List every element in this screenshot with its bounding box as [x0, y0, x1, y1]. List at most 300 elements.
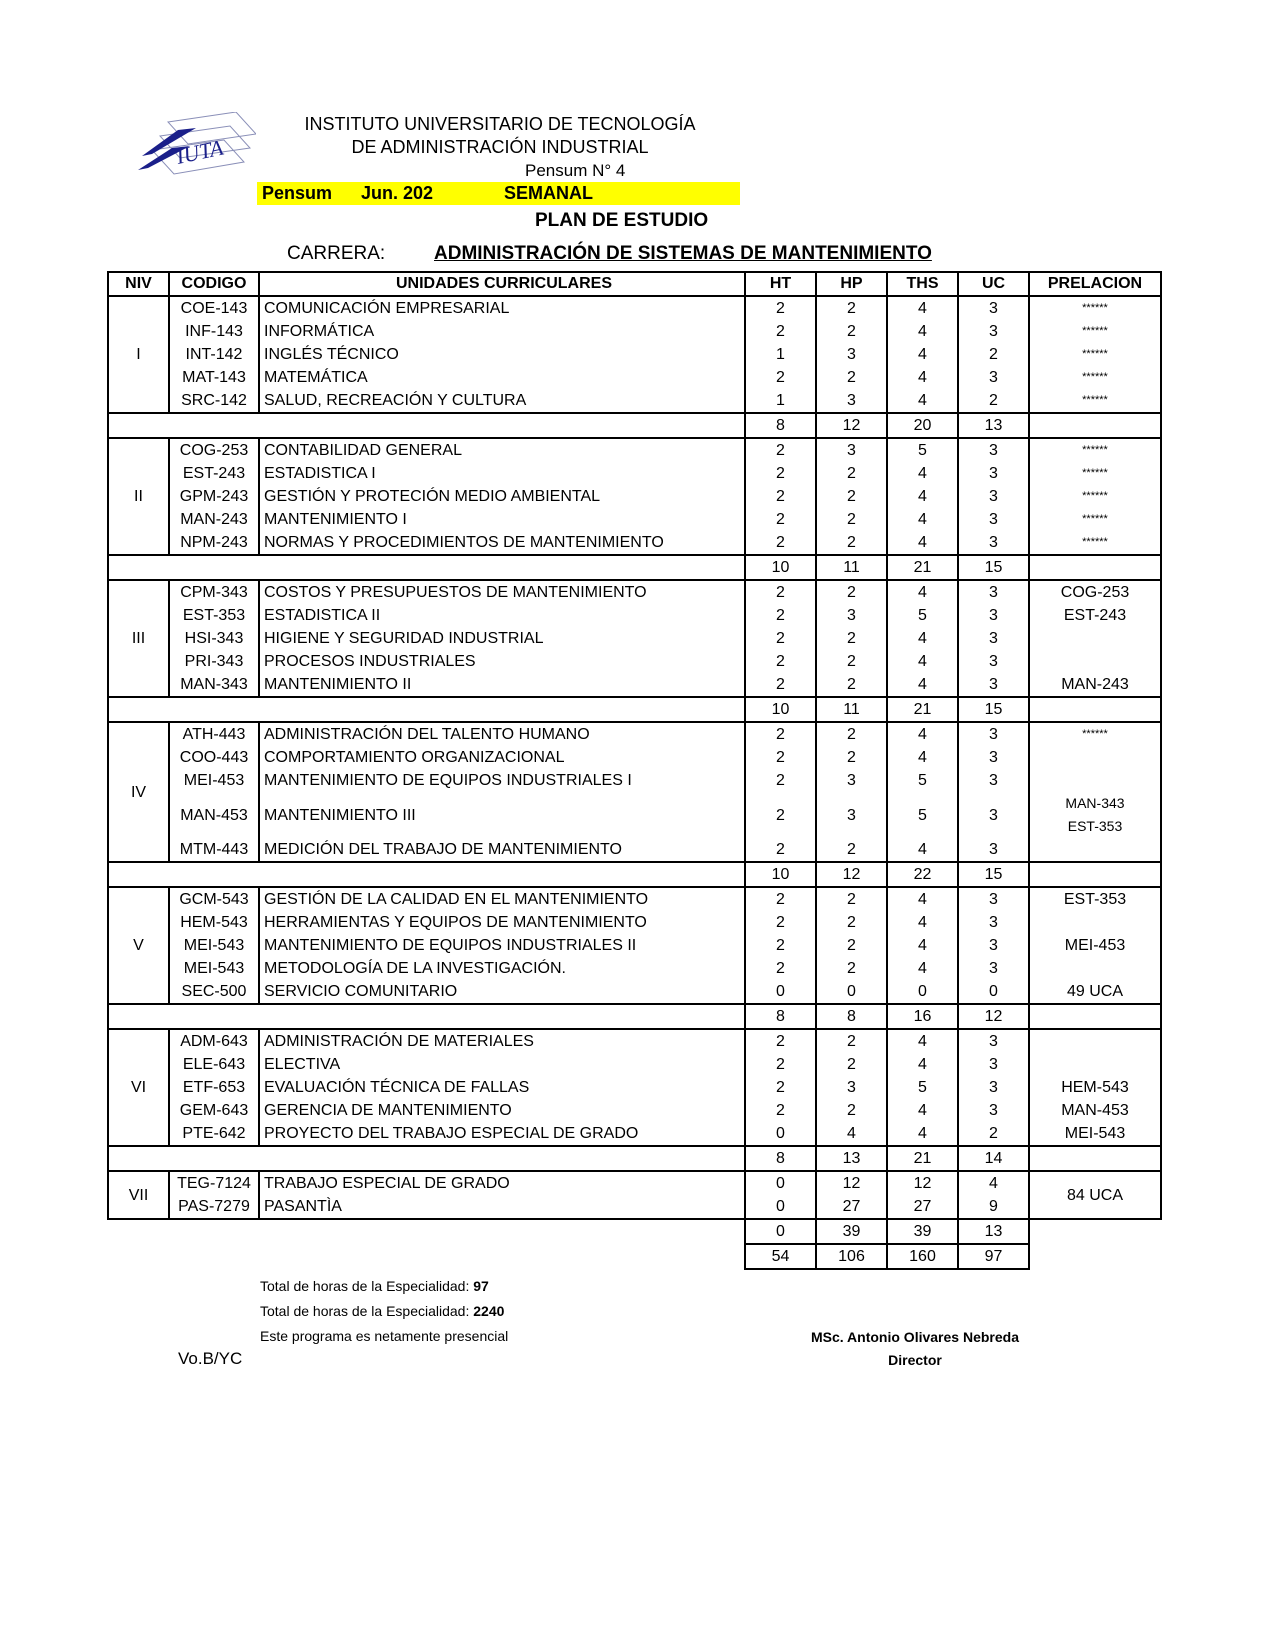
uc-value: 3 — [958, 1076, 1029, 1099]
ht-value: 0 — [745, 1122, 816, 1146]
grand-total-row — [108, 1244, 1161, 1269]
prelacion-value: ****** — [1029, 343, 1161, 366]
banner-date: Jun. 202 — [361, 183, 434, 203]
ht-value: 2 — [745, 934, 816, 957]
course-code: MAN-453 — [169, 792, 259, 838]
subtotal-ht: 0 — [745, 1219, 816, 1244]
course-name: MANTENIMIENTO II — [259, 673, 745, 697]
uc-value: 3 — [958, 911, 1029, 934]
course-code: MAN-243 — [169, 508, 259, 531]
uc-value: 3 — [958, 627, 1029, 650]
hp-value: 2 — [816, 673, 887, 697]
hp-value: 3 — [816, 1076, 887, 1099]
subtotal-prelacion-blank — [1029, 862, 1161, 887]
hp-value: 2 — [816, 911, 887, 934]
uc-value: 3 — [958, 792, 1029, 838]
table-row — [108, 650, 1161, 673]
prelacion-value — [1029, 650, 1161, 673]
hp-value: 0 — [816, 980, 887, 1004]
ht-value: 0 — [745, 980, 816, 1004]
ths-value: 4 — [887, 627, 958, 650]
subtotal-ths: 39 — [887, 1219, 958, 1244]
course-name: SERVICIO COMUNITARIO — [259, 980, 745, 1004]
course-code: COE-143 — [169, 296, 259, 320]
col-prelacion: PRELACION — [1029, 272, 1161, 296]
subtotal-blank — [108, 862, 745, 887]
course-code: MAT-143 — [169, 366, 259, 389]
subtotal-uc: 15 — [958, 862, 1029, 887]
course-code: MEI-543 — [169, 934, 259, 957]
subtotal-uc: 13 — [958, 413, 1029, 438]
ths-value: 4 — [887, 1099, 958, 1122]
col-ht: HT — [745, 272, 816, 296]
course-name: HIGIENE Y SEGURIDAD INDUSTRIAL — [259, 627, 745, 650]
prelacion-value: MEI-453 — [1029, 934, 1161, 957]
subtotal-ht: 10 — [745, 862, 816, 887]
col-ths: THS — [887, 272, 958, 296]
prelacion-value — [1029, 627, 1161, 650]
prelacion-line-2: EST-353 — [1067, 818, 1123, 834]
level-cell: II — [108, 438, 169, 555]
course-name: INGLÉS TÉCNICO — [259, 343, 745, 366]
carrera-label: CARRERA: — [287, 243, 386, 264]
course-code: HEM-543 — [169, 911, 259, 934]
course-name: MEDICIÓN DEL TRABAJO DE MANTENIMIENTO — [259, 838, 745, 862]
hp-value: 2 — [816, 462, 887, 485]
ht-value: 2 — [745, 1076, 816, 1099]
subtotal-ht: 8 — [745, 413, 816, 438]
ht-value: 2 — [745, 320, 816, 343]
subtotal-row — [108, 1004, 1161, 1029]
hp-value: 3 — [816, 343, 887, 366]
hp-value: 2 — [816, 957, 887, 980]
ht-value: 2 — [745, 627, 816, 650]
ht-value: 2 — [745, 838, 816, 862]
subtotal-blank — [108, 1146, 745, 1171]
total-uc-value: 97 — [473, 1278, 489, 1294]
subtotal-ht: 8 — [745, 1004, 816, 1029]
course-name: ELECTIVA — [259, 1053, 745, 1076]
table-row — [108, 792, 1161, 838]
col-unidades: UNIDADES CURRICULARES — [259, 272, 745, 296]
ths-value: 4 — [887, 722, 958, 746]
ths-value: 4 — [887, 887, 958, 911]
ths-value: 5 — [887, 1076, 958, 1099]
course-name: MANTENIMIENTO DE EQUIPOS INDUSTRIALES I — [259, 769, 745, 792]
prelacion-value: HEM-543 — [1029, 1076, 1161, 1099]
prelacion-value: ****** — [1029, 722, 1161, 746]
prelacion-value — [1029, 1029, 1161, 1053]
institute-name-line2: DE ADMINISTRACIÓN INDUSTRIAL — [351, 137, 649, 157]
uc-value: 3 — [958, 722, 1029, 746]
ht-value: 2 — [745, 296, 816, 320]
course-name: ADMINISTRACIÓN DE MATERIALES — [259, 1029, 745, 1053]
course-name: MANTENIMIENTO DE EQUIPOS INDUSTRIALES II — [259, 934, 745, 957]
table-row — [108, 769, 1161, 792]
hp-value: 3 — [816, 389, 887, 413]
table-row — [108, 1053, 1161, 1076]
ths-value: 4 — [887, 320, 958, 343]
course-name: HERRAMIENTAS Y EQUIPOS DE MANTENIMIENTO — [259, 911, 745, 934]
uc-value: 0 — [958, 980, 1029, 1004]
course-code: INF-143 — [169, 320, 259, 343]
prelacion-value — [1029, 911, 1161, 934]
table-row — [108, 1076, 1161, 1099]
ths-value: 4 — [887, 296, 958, 320]
course-name: MATEMÁTICA — [259, 366, 745, 389]
subtotal-ths: 22 — [887, 862, 958, 887]
level-cell: V — [108, 887, 169, 1004]
course-name: EVALUACIÓN TÉCNICA DE FALLAS — [259, 1076, 745, 1099]
hp-value: 2 — [816, 887, 887, 911]
subtotal-row — [108, 1146, 1161, 1171]
prelacion-value: ****** — [1029, 462, 1161, 485]
subtotal-uc: 14 — [958, 1146, 1029, 1171]
course-code: CPM-343 — [169, 580, 259, 604]
subtotal-row — [108, 697, 1161, 722]
subtotal-ths: 21 — [887, 555, 958, 580]
pensum-banner — [257, 182, 740, 205]
hp-value: 2 — [816, 838, 887, 862]
prelacion-value — [1029, 1053, 1161, 1076]
ths-value: 5 — [887, 604, 958, 627]
grand-total-hp: 106 — [816, 1244, 887, 1269]
subtotal-prelacion-blank — [1029, 1004, 1161, 1029]
subtotal-prelacion-blank — [1029, 1146, 1161, 1171]
ths-value: 5 — [887, 792, 958, 838]
prelacion-value: ****** — [1029, 531, 1161, 555]
presencial-note: Este programa es netamente presencial — [260, 1328, 509, 1344]
hp-value: 2 — [816, 508, 887, 531]
uc-value: 3 — [958, 580, 1029, 604]
total-hours-label: Total de horas de la Especialidad: — [260, 1303, 470, 1319]
course-code: PTE-642 — [169, 1122, 259, 1146]
prelacion-value: EST-243 — [1029, 604, 1161, 627]
course-code: MEI-543 — [169, 957, 259, 980]
total-hours-line — [260, 1303, 504, 1319]
table-row — [108, 366, 1161, 389]
ht-value: 2 — [745, 887, 816, 911]
course-code: COG-253 — [169, 438, 259, 462]
subtotal-row — [108, 555, 1161, 580]
subtotal-uc: 15 — [958, 555, 1029, 580]
hp-value: 12 — [816, 1171, 887, 1195]
course-name: SALUD, RECREACIÓN Y CULTURA — [259, 389, 745, 413]
prelacion-value: ****** — [1029, 438, 1161, 462]
hp-value: 3 — [816, 604, 887, 627]
course-name: MANTENIMIENTO III — [259, 792, 745, 838]
ths-value: 4 — [887, 580, 958, 604]
col-niv: NIV — [108, 272, 169, 296]
ths-value: 4 — [887, 343, 958, 366]
course-name: CONTABILIDAD GENERAL — [259, 438, 745, 462]
uc-value: 3 — [958, 604, 1029, 627]
course-code: EST-353 — [169, 604, 259, 627]
uc-value: 3 — [958, 1099, 1029, 1122]
ths-value: 4 — [887, 957, 958, 980]
uc-value: 2 — [958, 343, 1029, 366]
hp-value: 2 — [816, 1029, 887, 1053]
prelacion-value: 49 UCA — [1029, 980, 1161, 1004]
course-name: MANTENIMIENTO I — [259, 508, 745, 531]
course-code: EST-243 — [169, 462, 259, 485]
uc-value: 2 — [958, 1122, 1029, 1146]
course-code: ADM-643 — [169, 1029, 259, 1053]
subtotal-uc: 15 — [958, 697, 1029, 722]
course-name: GESTIÓN DE LA CALIDAD EN EL MANTENIMIENTO — [259, 887, 745, 911]
level-cell: IV — [108, 722, 169, 862]
table-row — [108, 627, 1161, 650]
ht-value: 2 — [745, 650, 816, 673]
course-name: PROCESOS INDUSTRIALES — [259, 650, 745, 673]
table-row — [108, 343, 1161, 366]
ht-value: 2 — [745, 673, 816, 697]
signatory-title: Director — [888, 1352, 942, 1368]
level-cell: VII — [108, 1171, 169, 1219]
subtotal-ths: 21 — [887, 1146, 958, 1171]
subtotal-ths: 21 — [887, 697, 958, 722]
course-code: HSI-343 — [169, 627, 259, 650]
subtotal-ht: 8 — [745, 1146, 816, 1171]
grand-total-ths: 160 — [887, 1244, 958, 1269]
ht-value: 2 — [745, 462, 816, 485]
uc-value: 3 — [958, 320, 1029, 343]
ths-value: 4 — [887, 366, 958, 389]
hp-value: 2 — [816, 746, 887, 769]
hp-value: 2 — [816, 531, 887, 555]
course-name: INFORMÁTICA — [259, 320, 745, 343]
uc-value: 3 — [958, 1029, 1029, 1053]
subtotal-blank — [108, 555, 745, 580]
ht-value: 2 — [745, 508, 816, 531]
hp-value: 2 — [816, 1053, 887, 1076]
uc-value: 3 — [958, 508, 1029, 531]
ths-value: 4 — [887, 389, 958, 413]
hp-value: 2 — [816, 485, 887, 508]
hp-value: 2 — [816, 296, 887, 320]
course-code: MTM-443 — [169, 838, 259, 862]
prelacion-value — [1029, 746, 1161, 769]
subtotal-blank — [108, 1219, 745, 1244]
table-row — [108, 531, 1161, 555]
subtotal-blank — [108, 413, 745, 438]
prelacion-value: ****** — [1029, 296, 1161, 320]
subtotal-ths: 20 — [887, 413, 958, 438]
hp-value: 2 — [816, 580, 887, 604]
ht-value: 0 — [745, 1195, 816, 1219]
uc-value: 9 — [958, 1195, 1029, 1219]
table-row — [108, 1122, 1161, 1146]
table-row — [108, 673, 1161, 697]
banner-pensum: Pensum — [262, 183, 333, 203]
uc-value: 3 — [958, 769, 1029, 792]
course-name: TRABAJO ESPECIAL DE GRADO — [259, 1171, 745, 1195]
table-row — [108, 1195, 1161, 1219]
prelacion-value: MEI-543 — [1029, 1122, 1161, 1146]
uc-value: 3 — [958, 485, 1029, 508]
uc-value: 3 — [958, 531, 1029, 555]
ht-value: 2 — [745, 438, 816, 462]
ht-value: 2 — [745, 366, 816, 389]
subtotal-uc: 13 — [958, 1219, 1029, 1244]
table-row — [108, 911, 1161, 934]
course-name: PROYECTO DEL TRABAJO ESPECIAL DE GRADO — [259, 1122, 745, 1146]
course-code: SEC-500 — [169, 980, 259, 1004]
ths-value: 4 — [887, 508, 958, 531]
ths-value: 4 — [887, 1122, 958, 1146]
ht-value: 2 — [745, 1099, 816, 1122]
ths-value: 4 — [887, 1053, 958, 1076]
table-row — [108, 722, 1161, 746]
hp-value: 2 — [816, 1099, 887, 1122]
course-code: INT-142 — [169, 343, 259, 366]
col-uc: UC — [958, 272, 1029, 296]
course-code: COO-443 — [169, 746, 259, 769]
course-code: PRI-343 — [169, 650, 259, 673]
course-code: TEG-7124 — [169, 1171, 259, 1195]
table-row — [108, 957, 1161, 980]
subtotal-hp: 11 — [816, 697, 887, 722]
subtotal-row — [108, 862, 1161, 887]
prelacion-value — [1029, 838, 1161, 862]
subtotal-hp: 39 — [816, 1219, 887, 1244]
prelacion-value: ****** — [1029, 389, 1161, 413]
prelacion-value — [1029, 792, 1161, 838]
total-hours-value: 2240 — [473, 1303, 505, 1319]
table-row — [108, 980, 1161, 1004]
prelacion-value: MAN-453 — [1029, 1099, 1161, 1122]
ht-value: 2 — [745, 957, 816, 980]
subtotal-hp: 13 — [816, 1146, 887, 1171]
hp-value: 2 — [816, 722, 887, 746]
plan-title: PLAN DE ESTUDIO — [535, 210, 709, 231]
uc-value: 3 — [958, 838, 1029, 862]
subtotal-blank — [108, 697, 745, 722]
table-row — [108, 580, 1161, 604]
subtotal-ht: 10 — [745, 555, 816, 580]
uc-value: 2 — [958, 389, 1029, 413]
ths-value: 4 — [887, 531, 958, 555]
subtotal-prelacion-blank — [1029, 1219, 1161, 1244]
vobo-mark: Vo.B/YC — [178, 1349, 243, 1368]
hp-value: 27 — [816, 1195, 887, 1219]
uc-value: 3 — [958, 673, 1029, 697]
ht-value: 2 — [745, 792, 816, 838]
subtotal-ht: 10 — [745, 697, 816, 722]
uc-value: 3 — [958, 957, 1029, 980]
prelacion-value: EST-353 — [1029, 887, 1161, 911]
ths-value: 4 — [887, 485, 958, 508]
prelacion-value: ****** — [1029, 508, 1161, 531]
prelacion-value: 84 UCA — [1029, 1171, 1161, 1219]
subtotal-row — [108, 413, 1161, 438]
table-row — [108, 887, 1161, 911]
subtotal-row — [108, 1219, 1161, 1244]
ht-value: 1 — [745, 389, 816, 413]
total-uc-line — [260, 1278, 489, 1294]
table-row — [108, 320, 1161, 343]
table-row — [108, 462, 1161, 485]
ths-value: 4 — [887, 1029, 958, 1053]
prelacion-value: MAN-243 — [1029, 673, 1161, 697]
ths-value: 5 — [887, 438, 958, 462]
course-name: ESTADISTICA I — [259, 462, 745, 485]
course-name: NORMAS Y PROCEDIMIENTOS DE MANTENIMIENTO — [259, 531, 745, 555]
hp-value: 2 — [816, 934, 887, 957]
ht-value: 2 — [745, 580, 816, 604]
subtotal-prelacion-blank — [1029, 555, 1161, 580]
course-code: MAN-343 — [169, 673, 259, 697]
uc-value: 3 — [958, 296, 1029, 320]
col-codigo: CODIGO — [169, 272, 259, 296]
prelacion-value: ****** — [1029, 366, 1161, 389]
table-row — [108, 1171, 1161, 1195]
ths-value: 4 — [887, 934, 958, 957]
course-name: METODOLOGÍA DE LA INVESTIGACIÓN. — [259, 957, 745, 980]
course-name: ADMINISTRACIÓN DEL TALENTO HUMANO — [259, 722, 745, 746]
ht-value: 2 — [745, 722, 816, 746]
table-row — [108, 389, 1161, 413]
level-cell: III — [108, 580, 169, 697]
prelacion-value: COG-253 — [1029, 580, 1161, 604]
table-row — [108, 1029, 1161, 1053]
subtotal-hp: 11 — [816, 555, 887, 580]
ths-value: 4 — [887, 746, 958, 769]
subtotal-hp: 8 — [816, 1004, 887, 1029]
hp-value: 2 — [816, 320, 887, 343]
institute-name-line1: INSTITUTO UNIVERSITARIO DE TECNOLOGÍA — [304, 114, 696, 134]
ths-value: 5 — [887, 769, 958, 792]
grand-total-uc: 97 — [958, 1244, 1029, 1269]
ht-value: 2 — [745, 1053, 816, 1076]
ths-value: 4 — [887, 911, 958, 934]
course-name: GESTIÓN Y PROTECIÓN MEDIO AMBIENTAL — [259, 485, 745, 508]
hp-value: 4 — [816, 1122, 887, 1146]
ht-value: 2 — [745, 746, 816, 769]
uc-value: 3 — [958, 366, 1029, 389]
subtotal-uc: 12 — [958, 1004, 1029, 1029]
uc-value: 3 — [958, 438, 1029, 462]
course-name: ESTADISTICA II — [259, 604, 745, 627]
signatory-name: MSc. Antonio Olivares Nebreda — [811, 1329, 1019, 1345]
course-code: GEM-643 — [169, 1099, 259, 1122]
ht-value: 1 — [745, 343, 816, 366]
uc-value: 3 — [958, 746, 1029, 769]
course-name: COSTOS Y PRESUPUESTOS DE MANTENIMIENTO — [259, 580, 745, 604]
prelacion-value — [1029, 957, 1161, 980]
subtotal-hp: 12 — [816, 413, 887, 438]
total-uc-label: Total de horas de la Especialidad: — [260, 1278, 470, 1294]
pensum-number: Pensum N° 4 — [525, 161, 626, 180]
table-row — [108, 485, 1161, 508]
ths-value: 12 — [887, 1171, 958, 1195]
course-code: ATH-443 — [169, 722, 259, 746]
subtotal-ths: 16 — [887, 1004, 958, 1029]
uc-value: 3 — [958, 462, 1029, 485]
course-code: PAS-7279 — [169, 1195, 259, 1219]
col-hp: HP — [816, 272, 887, 296]
level-cell: VI — [108, 1029, 169, 1146]
ht-value: 2 — [745, 485, 816, 508]
table-row — [108, 838, 1161, 862]
course-code: NPM-243 — [169, 531, 259, 555]
uc-value: 4 — [958, 1171, 1029, 1195]
grand-total-blank — [108, 1244, 745, 1269]
course-code: GPM-243 — [169, 485, 259, 508]
svg-text:IUTA: IUTA — [173, 134, 226, 169]
level-cell: I — [108, 296, 169, 413]
table-row — [108, 1099, 1161, 1122]
